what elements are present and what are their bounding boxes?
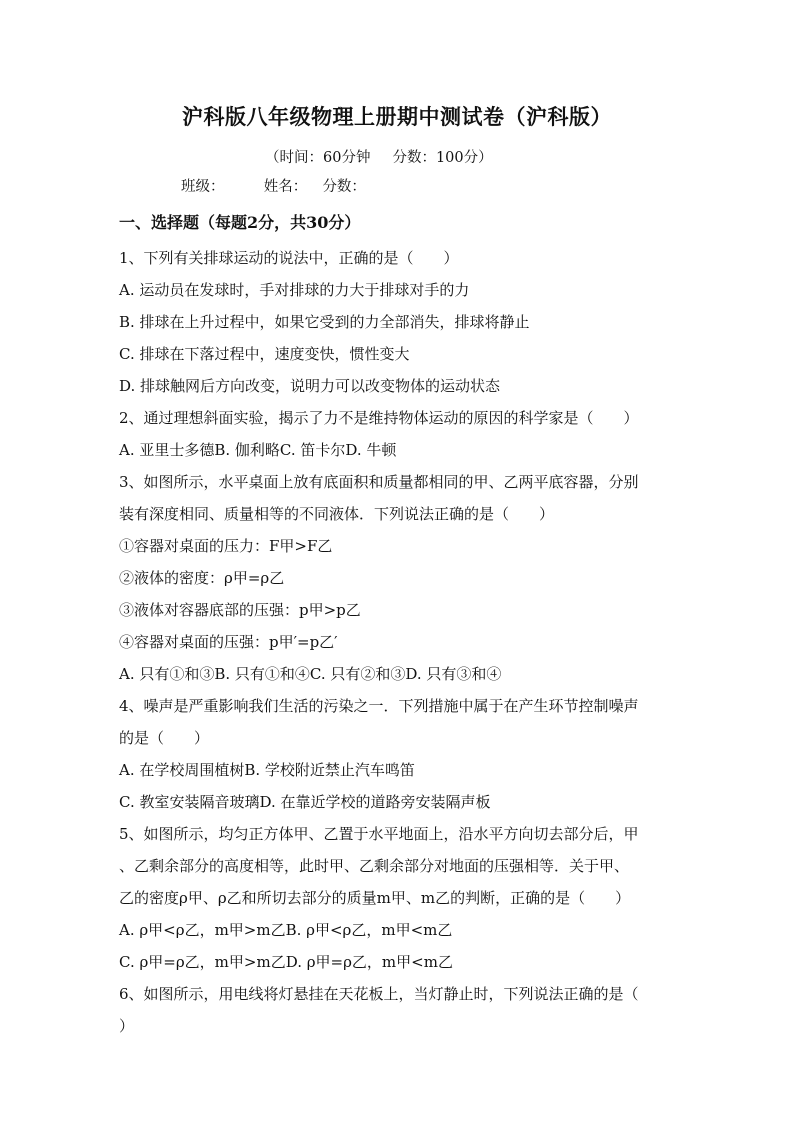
- question-statement: ①容器对桌面的压力：F甲>F乙: [119, 537, 333, 555]
- question-statement: ③液体对容器底部的压强：p甲>p乙: [119, 601, 361, 619]
- question-list: [119, 242, 679, 1042]
- question-stem: 4、噪声是严重影响我们生活的污染之一．下列措施中属于在产生环节控制噪声: [119, 697, 639, 715]
- question-option: C. ρ甲=ρ乙，m甲>m乙D. ρ甲=ρ乙，m甲<m乙: [119, 953, 453, 971]
- exam-time: （时间：60分钟: [265, 150, 371, 166]
- question-stem: 2、通过理想斜面实验，揭示了力不是维持物体运动的原因的科学家是（ ）: [119, 409, 639, 427]
- page-title: 沪科版八年级物理上册期中测试卷（沪科版）: [182, 104, 612, 129]
- question-stem: 6、如图所示，用电线将灯悬挂在天花板上，当灯静止时，下列说法正确的是（: [119, 985, 639, 1003]
- question-option: D. 排球触网后方向改变，说明力可以改变物体的运动状态: [119, 377, 501, 395]
- question-option: A. ρ甲<ρ乙，m甲>m乙B. ρ甲<ρ乙，m甲<m乙: [119, 921, 453, 939]
- score-label: 分数：: [322, 179, 366, 195]
- question-option: C. 教室安装隔音玻璃D. 在靠近学校的道路旁安装隔声板: [119, 793, 491, 811]
- question-stem: 的是（ ）: [119, 729, 210, 747]
- question-stem: 5、如图所示，均匀正方体甲、乙置于水平地面上，沿水平方向切去部分后，甲: [119, 825, 639, 843]
- question-stem: 1、下列有关排球运动的说法中，正确的是（ ）: [119, 249, 459, 267]
- question-statement: ②液体的密度：ρ甲=ρ乙: [119, 569, 285, 587]
- name-label: 姓名：: [263, 179, 308, 195]
- question-option: B. 排球在上升过程中，如果它受到的力全部消失，排球将静止: [119, 313, 530, 331]
- question-stem: 、乙剩余部分的高度相等，此时甲、乙剩余部分对地面的压强相等．关于甲、: [119, 857, 630, 875]
- question-statement: ④容器对桌面的压强：p甲′=p乙′: [119, 633, 338, 651]
- question-option: A. 亚里士多德B. 伽利略C. 笛卡尔D. 牛顿: [119, 441, 397, 459]
- question-option: C. 排球在下落过程中，速度变快，惯性变大: [119, 345, 410, 363]
- question-stem: 装有深度相同、质量相等的不同液体．下列说法正确的是（ ）: [119, 505, 555, 523]
- question-stem: ）: [119, 1017, 135, 1035]
- question-option: A. 只有①和③B. 只有①和④C. 只有②和③D. 只有③和④: [119, 665, 502, 683]
- exam-total-score: 分数：100分）: [392, 150, 493, 166]
- student-info: [181, 175, 366, 196]
- question-stem: 乙的密度ρ甲、ρ乙和所切去部分的质量m甲、m乙的判断，正确的是（ ）: [119, 889, 631, 907]
- question-stem: 3、如图所示，水平桌面上放有底面积和质量都相同的甲、乙两平底容器，分别: [119, 473, 639, 491]
- class-label: 班级：: [181, 179, 225, 195]
- question-option: A. 运动员在发球时，手对排球的力大于排球对手的力: [119, 281, 470, 299]
- exam-meta: [265, 146, 493, 167]
- section-title: 一、选择题（每题2分，共30分）: [119, 213, 361, 232]
- question-option: A. 在学校周围植树B. 学校附近禁止汽车鸣笛: [119, 761, 415, 779]
